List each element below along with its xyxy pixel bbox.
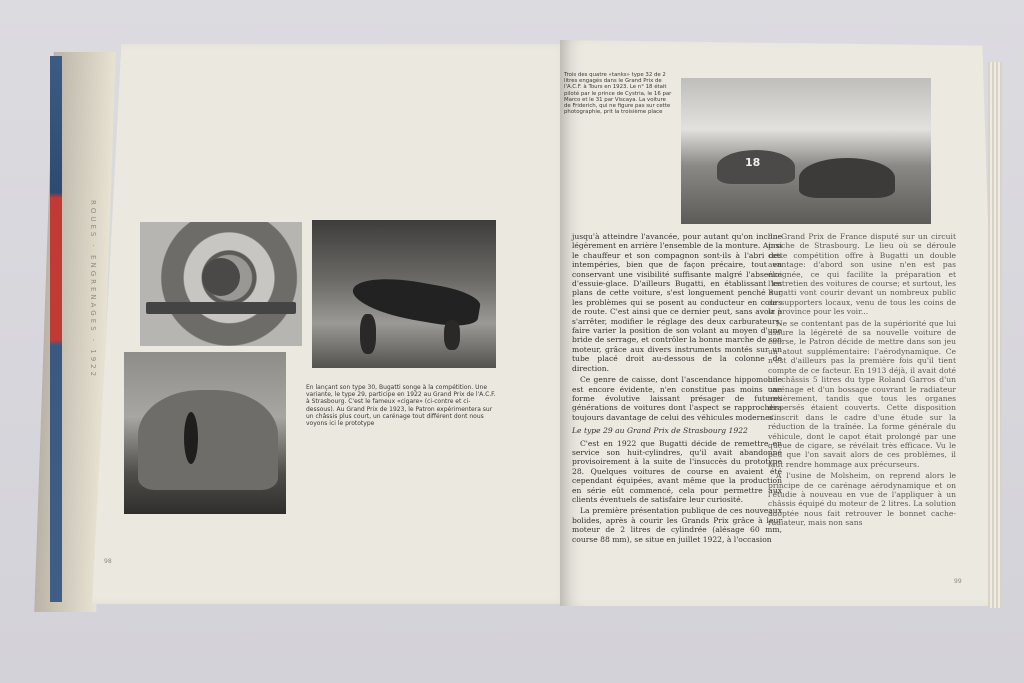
page-edges bbox=[988, 62, 1002, 608]
open-book bbox=[40, 22, 1002, 607]
right-page-number: 99 bbox=[954, 578, 962, 585]
paragraph: Ne se contentant pas de la supériorité que lui assure la légèreté de sa nouvelle voiture de course, le Patron décide de mettre dans son jeu un atout supplémentaire: l'aérodynamique. Ce n'est d'ailleurs pas la première fois qu'il tient compte de ce facteur. En 1913 déjà, il avait doté un châssis 5 litres du type Roland Garros d'un carénage et d'un bossage couvrant le radiateur entièrement, tandis que tous les organes dispersés étaient couverts. Cette disposition s'inscrit dans le cadre d'une étude sur la réduction de la traînée. La forme générale du véhicule, dont le capot était prolongé par une queue de cigare, se révélait très efficace. Vu le peu que l'on savait alors de ces problèmes, il faut rendre hommage aux précurseurs. bbox=[768, 318, 956, 469]
right-text-column-1 bbox=[572, 232, 782, 546]
section-subheading: Le type 29 au Grand Prix de Strasbourg 1922 bbox=[572, 426, 748, 436]
photo-car-tail bbox=[140, 222, 302, 346]
photo-prototype-body bbox=[124, 352, 286, 514]
paragraph: A l'usine de Molsheim, on reprend alors le principe de ce carénage aérodynamique et on l'étudie à nouveau en vue de l'appliquer à un châssis équipé du moteur de 2 litres. La solution adoptée nous fait retrouver le bonnet cache-radiateur, mais non sans bbox=[768, 471, 956, 528]
book-spine-strip bbox=[50, 56, 62, 602]
paragraph: du Grand Prix de France disputé sur un circuit proche de Strasbourg. Le lieu où se déroule cette compétition offre à Bugatti un double avantage: d'abord son usine n'en est pas éloignée, ce qui facilite la préparation et l'entretien des voitures de course; et surtout, les Bugatti vont courir devant un nombreux public de supporters locaux, venu de tous les coins de la province pour les voir... bbox=[768, 232, 956, 317]
photo-cigar-car bbox=[312, 220, 496, 368]
paragraph: C'est en 1922 que Bugatti décide de remettre en service son huit-cylindres, qu'il avait abandonné provisoirement à la suite de l'insuccès du prototype 28. Quelques voitures de course en avaient été cependant équipées, avant même que la production en série eût commencé, cela pour permettre aux clients éventuels de satisfaire leur curiosité. bbox=[572, 438, 782, 504]
right-photo-caption: Trois des quatre «tanks» type 32 de 2 litres engagés dans le Grand Prix de l'A.C.F. à Tours en 1923. Le n° 18 était piloté par le prince de Cystria, le 16 par Marco et le 31 par Viscaya. La voiture de Friderich, qui ne figure pas sur cette photographie, prit la troisième place bbox=[564, 72, 672, 116]
paragraph: jusqu'à atteindre l'avancée, pour autant qu'on incline légèrement en arrière l'ensemble de la monture. Ainsi le chauffeur et son compagnon sont-ils à l'abri des intempéries, bien que de façon précaire, tout en conservant une visibilité suffisante malgré l'absence d'essuie-glace. D'ailleurs Bugatti, en établissant les plans de cette voiture, s'est longuement penché sur les problèmes qui se posent au conducteur en cours de route. C'est ainsi que ce dernier peut, sans avoir à s'arrêter, modifier le réglage des deux carburateurs, faire varier la position de son volant au moyen d'une bride de serrage, et contrôler la bonne marche de son moteur, grâce aux divers instruments montés sur un tube placé droit au-dessous de la colonne de direction. bbox=[572, 232, 782, 373]
race-number-18: 18 bbox=[745, 156, 761, 169]
paragraph: Ce genre de caisse, dont l'ascendance hippomobile est encore évidente, n'en constitue pas moins une forme évolutive laissant présager de futures générations de voitures dont l'aspect se rapprochera toujours davantage de celui des véhicules modernes. bbox=[572, 375, 782, 422]
left-page-number: 98 bbox=[104, 558, 112, 565]
left-photo-caption: En lançant son type 30, Bugatti songe à la compétition. Une variante, le type 29, participe en 1922 au Grand Prix de l'A.C.F. à Strasbourg. C'est le fameux «cigare» (ci-contre et ci-dessous). Au Grand Prix de 1923, le Patron expérimentera sur un châssis plus court, un carénage tout différent dont nous voyons ici le prototype bbox=[306, 384, 496, 428]
paragraph: La première présentation publique de ces nouveaux bolides, après à courir les Grands Prix grâce à leur moteur de 2 litres de cylindrée (alésage 60 mm, course 88 mm), se situe en juillet 1922, à l'occasion bbox=[572, 506, 782, 544]
side-running-text: ROUES · ENGRENAGES · 1922 bbox=[89, 200, 97, 380]
photo-tank-race-cars bbox=[681, 78, 931, 224]
right-text-column-2 bbox=[768, 232, 956, 530]
